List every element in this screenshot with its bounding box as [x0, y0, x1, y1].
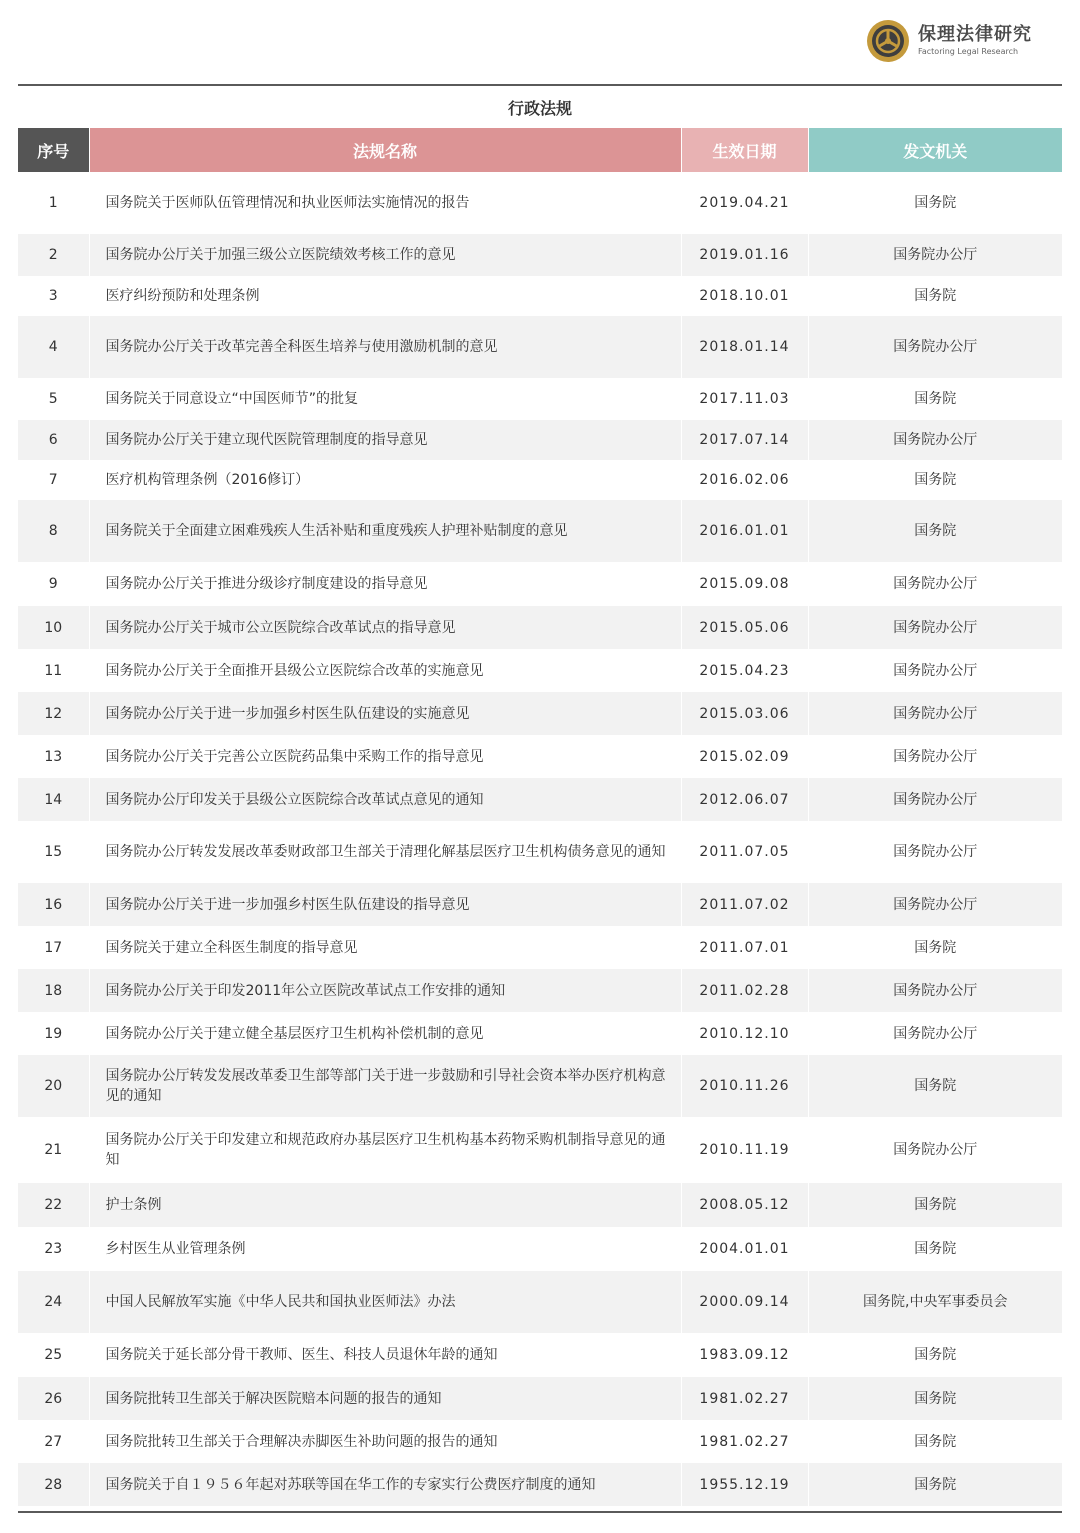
cell-date: 2015.03.06: [681, 692, 808, 735]
cell-no: 5: [18, 378, 89, 420]
cell-no: 19: [18, 1012, 89, 1055]
cell-no: 23: [18, 1227, 89, 1271]
cell-date: 2015.09.08: [681, 562, 808, 606]
cell-name: 国务院办公厅关于进一步加强乡村医生队伍建设的指导意见: [89, 883, 681, 926]
cell-name: 国务院关于全面建立困难残疾人生活补贴和重度残疾人护理补贴制度的意见: [89, 500, 681, 562]
brand-logo: [866, 18, 1046, 64]
cell-name: 国务院办公厅关于全面推开县级公立医院综合改革的实施意见: [89, 649, 681, 692]
table-row: [18, 821, 1062, 883]
cell-no: 1: [18, 172, 89, 234]
regulations-table: [18, 128, 1062, 1506]
cell-org: 国务院: [808, 460, 1062, 500]
cell-org: 国务院办公厅: [808, 692, 1062, 735]
table-row: [18, 969, 1062, 1012]
cell-no: 6: [18, 420, 89, 460]
cell-name: 国务院办公厅关于城市公立医院综合改革试点的指导意见: [89, 606, 681, 649]
cell-no: 18: [18, 969, 89, 1012]
cell-name: 国务院关于建立全科医生制度的指导意见: [89, 926, 681, 969]
cell-date: 1983.09.12: [681, 1333, 808, 1377]
cell-org: 国务院: [808, 1227, 1062, 1271]
cell-name: 国务院关于医师队伍管理情况和执业医师法实施情况的报告: [89, 172, 681, 234]
cell-org: 国务院: [808, 926, 1062, 969]
cell-org: 国务院: [808, 276, 1062, 316]
table-row: [18, 883, 1062, 926]
cell-name: 国务院办公厅印发关于县级公立医院综合改革试点意见的通知: [89, 778, 681, 821]
cell-org: 国务院: [808, 378, 1062, 420]
cell-date: 2010.11.26: [681, 1055, 808, 1117]
cell-date: 2011.07.05: [681, 821, 808, 883]
table-row: [18, 1227, 1062, 1271]
cell-name: 国务院办公厅关于进一步加强乡村医生队伍建设的实施意见: [89, 692, 681, 735]
cell-no: 21: [18, 1117, 89, 1183]
table-row: [18, 234, 1062, 276]
cell-org: 国务院办公厅: [808, 562, 1062, 606]
cell-org: 国务院办公厅: [808, 778, 1062, 821]
table-row: [18, 1377, 1062, 1420]
cell-date: 2000.09.14: [681, 1271, 808, 1333]
cell-name: 医疗机构管理条例（2016修订）: [89, 460, 681, 500]
cell-no: 7: [18, 460, 89, 500]
cell-no: 27: [18, 1420, 89, 1463]
cell-org: 国务院办公厅: [808, 735, 1062, 778]
table-row: [18, 649, 1062, 692]
table-row: [18, 1012, 1062, 1055]
cell-name: 国务院办公厅关于印发2011年公立医院改革试点工作安排的通知: [89, 969, 681, 1012]
cell-date: 2019.04.21: [681, 172, 808, 234]
cell-name: 国务院批转卫生部关于解决医院赔本问题的报告的通知: [89, 1377, 681, 1420]
cell-date: 2012.06.07: [681, 778, 808, 821]
cell-name: 国务院办公厅关于建立健全基层医疗卫生机构补偿机制的意见: [89, 1012, 681, 1055]
cell-org: 国务院办公厅: [808, 649, 1062, 692]
cell-org: 国务院,中央军事委员会: [808, 1271, 1062, 1333]
cell-date: 2019.01.16: [681, 234, 808, 276]
cell-date: 1981.02.27: [681, 1420, 808, 1463]
cell-date: 2015.05.06: [681, 606, 808, 649]
cell-date: 2015.02.09: [681, 735, 808, 778]
cell-org: 国务院办公厅: [808, 821, 1062, 883]
header-org: 发文机关: [808, 128, 1062, 172]
table-header-row: [18, 128, 1062, 172]
cell-org: 国务院办公厅: [808, 1117, 1062, 1183]
cell-name: 国务院办公厅转发发展改革委财政部卫生部关于清理化解基层医疗卫生机构债务意见的通知: [89, 821, 681, 883]
cell-no: 13: [18, 735, 89, 778]
cell-name: 国务院办公厅关于完善公立医院药品集中采购工作的指导意见: [89, 735, 681, 778]
cell-date: 2016.02.06: [681, 460, 808, 500]
cell-date: 2015.04.23: [681, 649, 808, 692]
cell-no: 17: [18, 926, 89, 969]
cell-no: 3: [18, 276, 89, 316]
cell-date: 1955.12.19: [681, 1463, 808, 1506]
cell-no: 25: [18, 1333, 89, 1377]
table-row: [18, 562, 1062, 606]
cell-name: 国务院关于自１９５６年起对苏联等国在华工作的专家实行公费医疗制度的通知: [89, 1463, 681, 1506]
cell-org: 国务院: [808, 1055, 1062, 1117]
cell-date: 2017.11.03: [681, 378, 808, 420]
cell-no: 10: [18, 606, 89, 649]
cell-name: 中国人民解放军实施《中华人民共和国执业医师法》办法: [89, 1271, 681, 1333]
cell-org: 国务院: [808, 500, 1062, 562]
top-divider: [18, 84, 1062, 86]
cell-name: 国务院批转卫生部关于合理解决赤脚医生补助问题的报告的通知: [89, 1420, 681, 1463]
table-title: 行政法规: [507, 99, 572, 118]
cell-name: 乡村医生从业管理条例: [89, 1227, 681, 1271]
cell-name: 国务院办公厅关于推进分级诊疗制度建设的指导意见: [89, 562, 681, 606]
cell-org: 国务院: [808, 1183, 1062, 1227]
cell-org: 国务院: [808, 1377, 1062, 1420]
table-row: [18, 500, 1062, 562]
cell-org: 国务院办公厅: [808, 969, 1062, 1012]
cell-no: 14: [18, 778, 89, 821]
cell-org: 国务院办公厅: [808, 1012, 1062, 1055]
cell-date: 2011.07.02: [681, 883, 808, 926]
cell-no: 8: [18, 500, 89, 562]
cell-org: 国务院办公厅: [808, 316, 1062, 378]
cell-name: 护士条例: [89, 1183, 681, 1227]
cell-no: 9: [18, 562, 89, 606]
cell-date: 2017.07.14: [681, 420, 808, 460]
cell-name: 国务院办公厅关于加强三级公立医院绩效考核工作的意见: [89, 234, 681, 276]
cell-date: 2016.01.01: [681, 500, 808, 562]
table-row: [18, 1055, 1062, 1117]
cell-no: 2: [18, 234, 89, 276]
cell-date: 2011.07.01: [681, 926, 808, 969]
cell-org: 国务院: [808, 1420, 1062, 1463]
table-row: [18, 1463, 1062, 1506]
logo-name-cn: 保理法律研究: [918, 24, 1032, 45]
table-row: [18, 692, 1062, 735]
header-no: 序号: [18, 128, 89, 172]
table-row: [18, 460, 1062, 500]
table-row: [18, 276, 1062, 316]
header-name: 法规名称: [89, 128, 681, 172]
table-row: [18, 172, 1062, 234]
cell-date: 2018.10.01: [681, 276, 808, 316]
table-row: [18, 735, 1062, 778]
table-row: [18, 1117, 1062, 1183]
cell-name: 国务院办公厅关于印发建立和规范政府办基层医疗卫生机构基本药物采购机制指导意见的通知: [89, 1117, 681, 1183]
cell-org: 国务院: [808, 1463, 1062, 1506]
cell-date: 2010.12.10: [681, 1012, 808, 1055]
table-row: [18, 606, 1062, 649]
cell-no: 16: [18, 883, 89, 926]
cell-org: 国务院办公厅: [808, 883, 1062, 926]
cell-org: 国务院: [808, 172, 1062, 234]
cell-name: 国务院关于同意设立“中国医师节”的批复: [89, 378, 681, 420]
cell-no: 20: [18, 1055, 89, 1117]
cell-no: 12: [18, 692, 89, 735]
table-row: [18, 1420, 1062, 1463]
cell-no: 22: [18, 1183, 89, 1227]
cell-date: 2011.02.28: [681, 969, 808, 1012]
table-row: [18, 378, 1062, 420]
table-row: [18, 420, 1062, 460]
table-row: [18, 1271, 1062, 1333]
table-row: [18, 926, 1062, 969]
table-row: [18, 1183, 1062, 1227]
cell-date: 2008.05.12: [681, 1183, 808, 1227]
cell-name: 国务院办公厅关于改革完善全科医生培养与使用激励机制的意见: [89, 316, 681, 378]
table-row: [18, 1333, 1062, 1377]
table-row: [18, 316, 1062, 378]
cell-date: 2018.01.14: [681, 316, 808, 378]
cell-name: 国务院办公厅转发发展改革委卫生部等部门关于进一步鼓励和引导社会资本举办医疗机构意见的通知: [89, 1055, 681, 1117]
cell-name: 医疗纠纷预防和处理条例: [89, 276, 681, 316]
cell-name: 国务院关于延长部分骨干教师、医生、科技人员退休年龄的通知: [89, 1333, 681, 1377]
bottom-divider: [18, 1511, 1062, 1513]
cell-no: 11: [18, 649, 89, 692]
table-row: [18, 778, 1062, 821]
cell-org: 国务院: [808, 1333, 1062, 1377]
cell-no: 24: [18, 1271, 89, 1333]
cell-org: 国务院办公厅: [808, 420, 1062, 460]
logo-emblem-icon: [866, 19, 910, 63]
logo-name-en: Factoring Legal Research: [918, 47, 1019, 56]
cell-org: 国务院办公厅: [808, 234, 1062, 276]
cell-no: 4: [18, 316, 89, 378]
header-date: 生效日期: [681, 128, 808, 172]
cell-no: 28: [18, 1463, 89, 1506]
cell-org: 国务院办公厅: [808, 606, 1062, 649]
cell-date: 2010.11.19: [681, 1117, 808, 1183]
cell-no: 15: [18, 821, 89, 883]
cell-date: 2004.01.01: [681, 1227, 808, 1271]
cell-name: 国务院办公厅关于建立现代医院管理制度的指导意见: [89, 420, 681, 460]
cell-no: 26: [18, 1377, 89, 1420]
cell-date: 1981.02.27: [681, 1377, 808, 1420]
